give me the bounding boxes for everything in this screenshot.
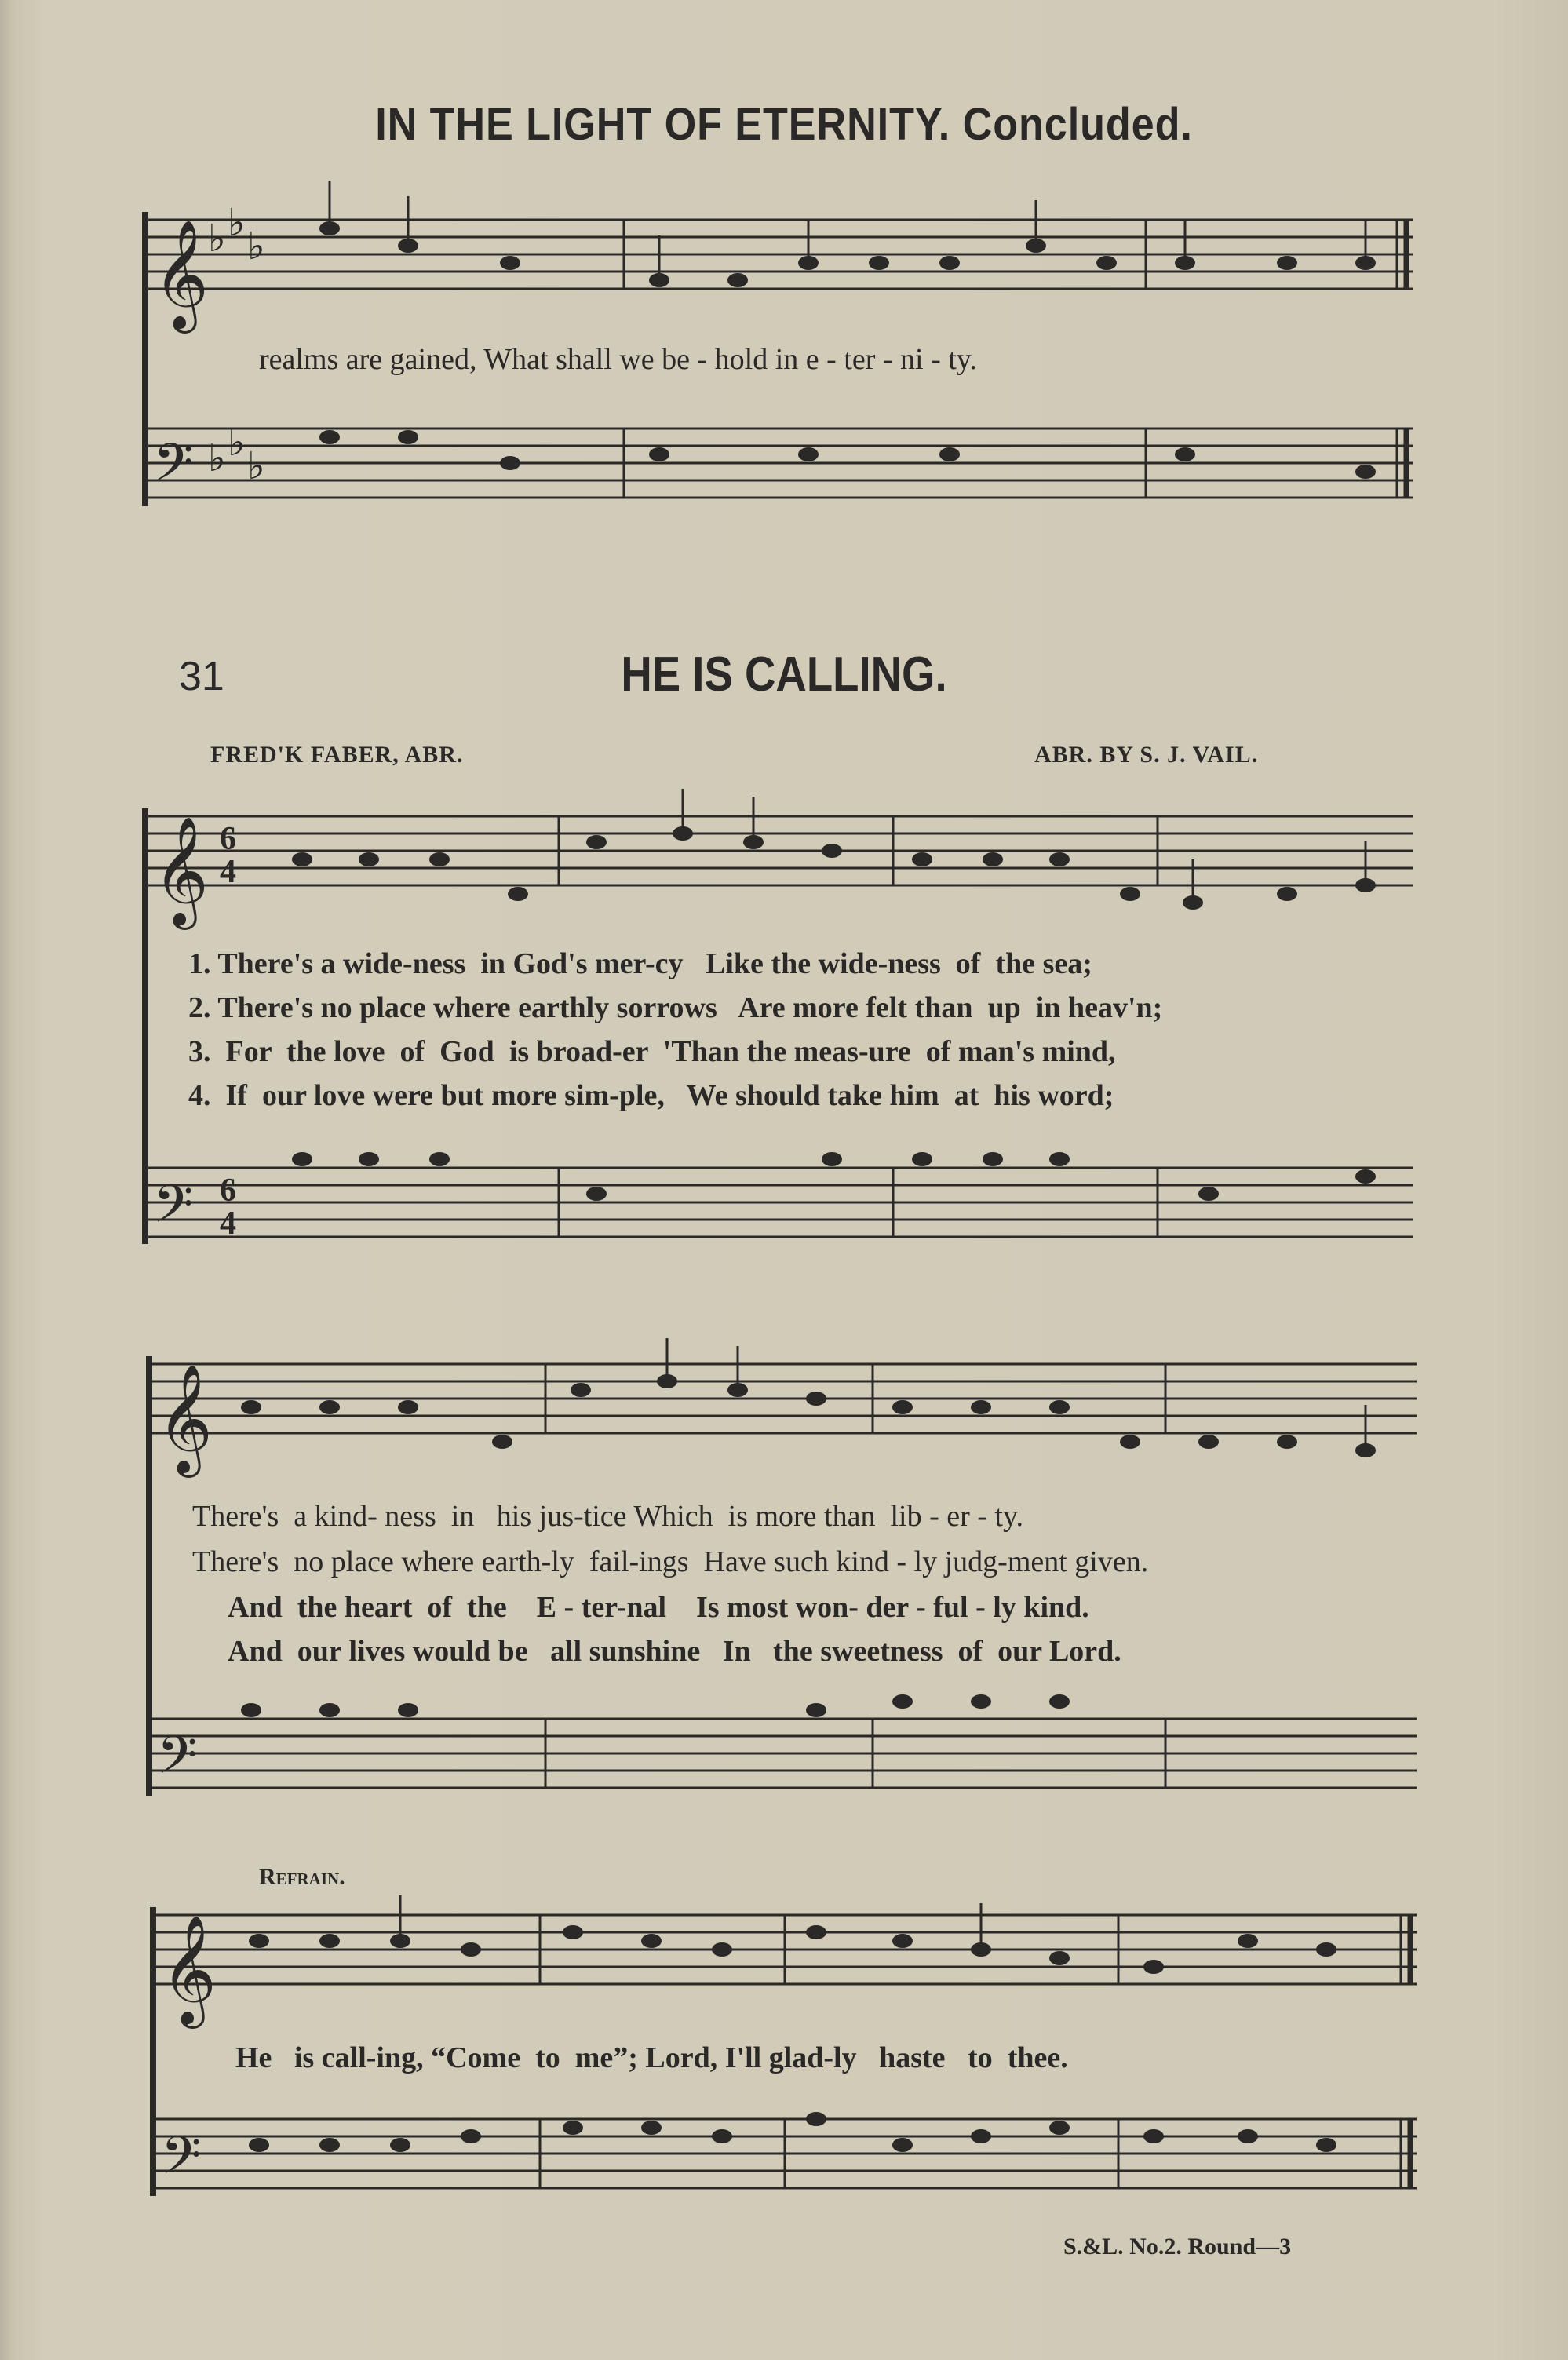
verse-line-4a: 4. If our love were but more sim-ple, We should take him at his word;: [188, 1079, 1114, 1112]
verse-line-4b: And our lives would be all sunshine In the sweetness of our Lord.: [228, 1635, 1121, 1668]
bass-clef-icon: 𝄢: [153, 432, 194, 505]
refrain-label: Refrain.: [259, 1864, 345, 1890]
treble-clef-icon: 𝄞: [153, 220, 209, 329]
svg-text:𝄢: 𝄢: [161, 2125, 202, 2198]
staff-system-2: [145, 808, 1413, 1244]
svg-text:♭: ♭: [247, 224, 265, 268]
svg-text:𝄞: 𝄞: [161, 1915, 217, 2024]
svg-text:𝄞: 𝄞: [153, 816, 209, 925]
verse-line-2b: There's no place where earth-ly fail-ings Have such kind - ly judg-ment given.: [192, 1545, 1149, 1578]
verse-line-2a: 2. There's no place where earthly sorrows Are more felt than up in heav'n;: [188, 991, 1163, 1024]
verse-line-1b: There's a kind- ness in his jus-tice Which is more than lib - er - ty.: [192, 1500, 1023, 1533]
svg-text:𝄢: 𝄢: [157, 1725, 198, 1798]
svg-text:♭: ♭: [247, 444, 265, 488]
svg-text:4: 4: [220, 1206, 236, 1242]
page-title: IN THE LIGHT OF ETERNITY. Concluded.: [375, 99, 1193, 150]
svg-text:♭: ♭: [208, 436, 226, 480]
svg-text:6: 6: [220, 1173, 236, 1209]
words-credit: FRED'K FABER, ABR.: [210, 742, 464, 768]
svg-text:♭: ♭: [228, 201, 246, 245]
svg-text:4: 4: [220, 854, 236, 890]
verse-line-1a: 1. There's a wide-ness in God's mer-cy Like the wide-ness of the sea;: [188, 947, 1092, 980]
refrain-lyric: He is call-ing, “Come to me”; Lord, I'll glad-ly haste to thee.: [235, 2041, 1068, 2074]
hymn-title: HE IS CALLING.: [621, 647, 947, 702]
svg-text:𝄞: 𝄞: [157, 1364, 213, 1473]
note-heads: [241, 221, 1376, 2152]
svg-text:𝄢: 𝄢: [153, 1174, 194, 1247]
music-credit: ABR. BY S. J. VAIL.: [1034, 742, 1259, 768]
verse-line-3b: And the heart of the E - ter-nal Is most won- der - ful - ly kind.: [228, 1591, 1089, 1624]
svg-text:♭: ♭: [228, 421, 246, 465]
footer-reference: S.&L. No.2. Round—3: [1063, 2234, 1292, 2260]
lyric-line-concluded: realms are gained, What shall we be - hold in e - ter - ni - ty.: [259, 343, 977, 376]
hymn-number: 31: [179, 654, 224, 699]
svg-text:♭: ♭: [208, 217, 226, 261]
svg-text:6: 6: [220, 821, 236, 857]
verse-line-3a: 3. For the love of God is broad-er 'Than the meas-ure of man's mind,: [188, 1035, 1116, 1068]
